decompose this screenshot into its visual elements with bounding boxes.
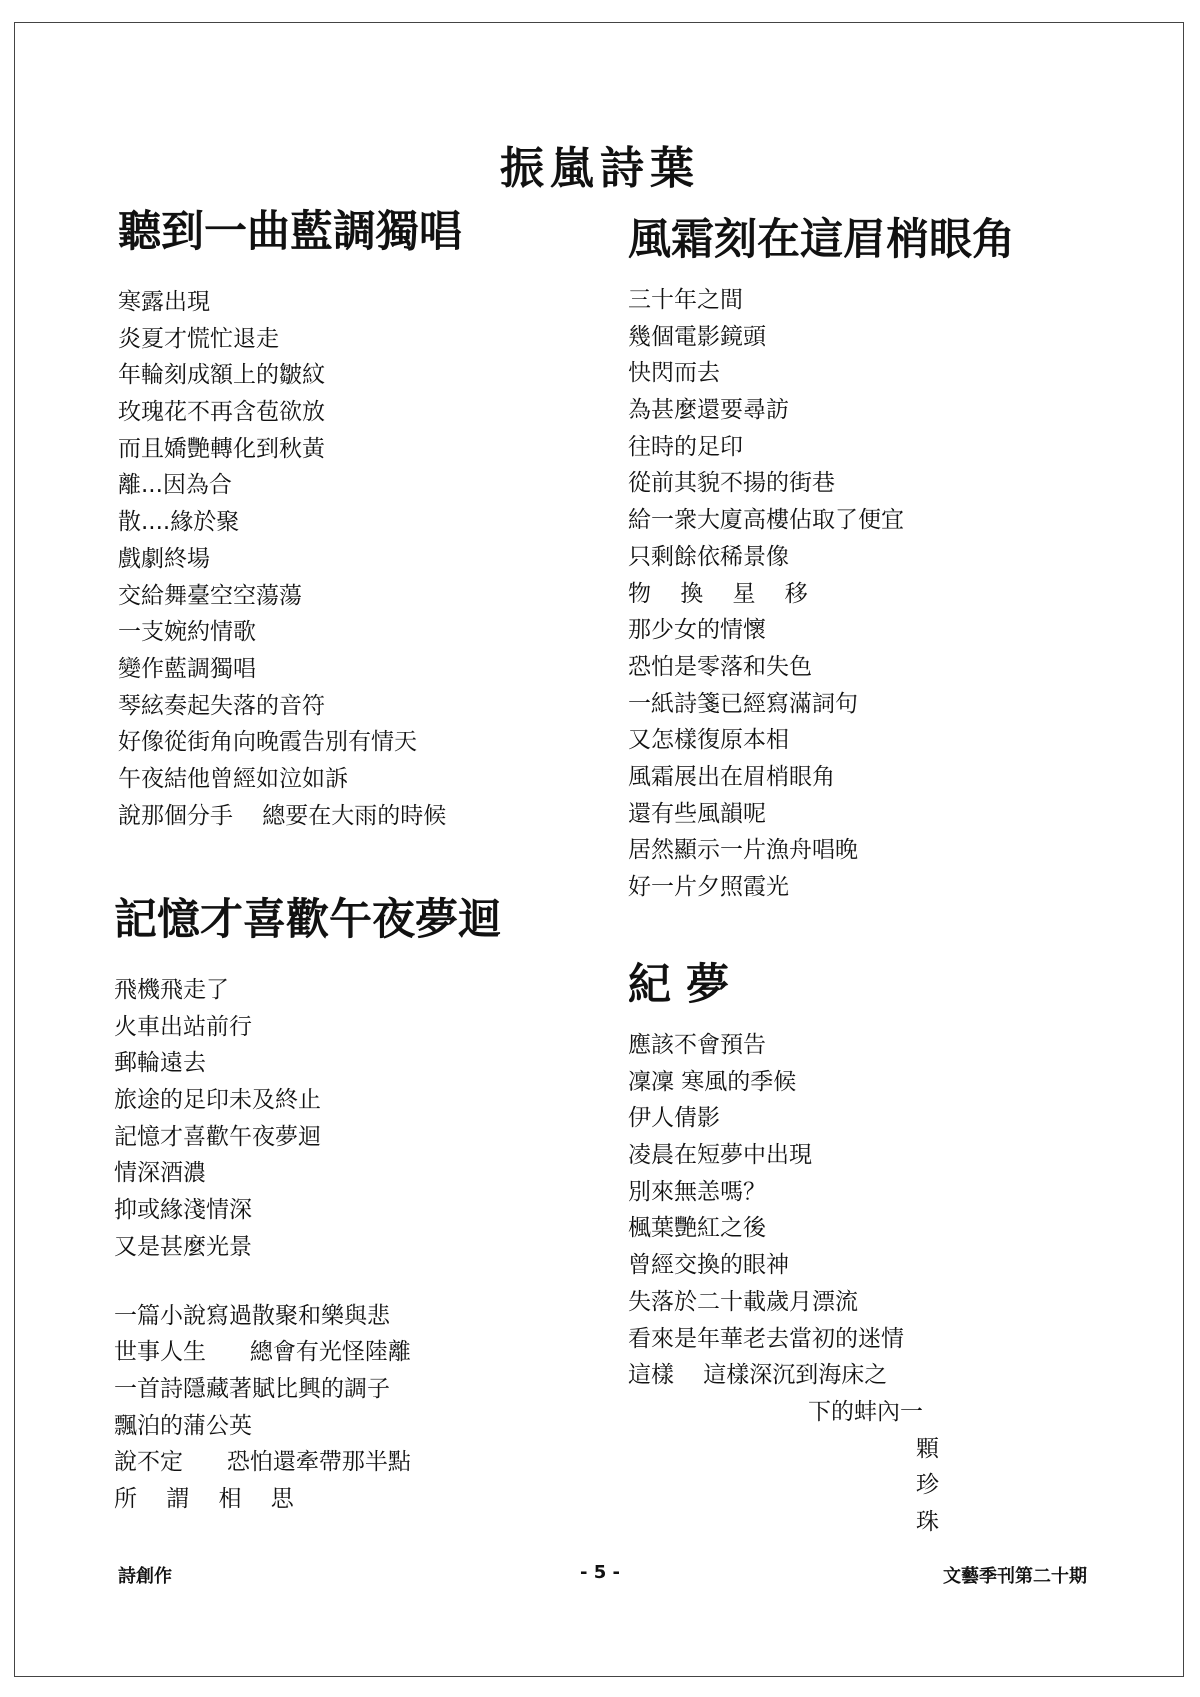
poem-line: 這樣 這樣深沉到海床之 [628, 1362, 888, 1389]
poem-line: 居然顯示一片漁舟唱晚 [628, 837, 858, 864]
poem-line: 好一片夕照霞光 [628, 874, 789, 900]
poem-line: 為甚麼還要尋訪 [628, 397, 789, 424]
poem-line: 琴絃奏起失落的音符 [118, 692, 325, 719]
poem-line: 別來無恙嗎？ [628, 1178, 766, 1205]
poem-title: 聽到一曲藍調獨唱 [118, 207, 462, 257]
poem-line: 變作藍調獨唱 [118, 655, 256, 682]
poem-line: 給一衆大廈高樓佔取了便宜 [628, 507, 904, 534]
poem-line: 炎夏才慌忙退走 [118, 325, 279, 352]
poem-line: 一首詩隱藏著賦比興的調子 [114, 1375, 390, 1402]
poem-lines [628, 1027, 1108, 1541]
poem-line-indented: 顆 [916, 1435, 939, 1462]
poem-title: 風霜刻在這眉梢眼角 [628, 215, 1015, 265]
poem-title: 記憶才喜歡午夜夢迴 [114, 895, 501, 945]
poem-line-indented: 珍 [916, 1472, 939, 1499]
poem-line: 離...因為合 [118, 472, 232, 499]
poem-line: 交給舞臺空空蕩蕩 [118, 582, 302, 609]
poem-line: 而且嬌艷轉化到秋黃 [118, 435, 325, 462]
poem-line: 快閃而去 [628, 360, 720, 387]
poem-line: 幾個電影鏡頭 [628, 323, 766, 350]
poem-line: 看來是年華老去當初的迷情 [628, 1325, 904, 1352]
poem-line: 午夜結他曾經如泣如訴 [118, 765, 348, 792]
poem-line: 只剩餘依稀景像 [628, 543, 789, 570]
poem-line: 年輪刻成額上的皺紋 [118, 362, 325, 389]
poem-line: 旅途的足印未及終止 [114, 1087, 321, 1114]
poem-line: 還有些風韻呢 [628, 800, 766, 827]
poem-line: 應該不會預告 [628, 1032, 766, 1058]
poem-line: 楓葉艷紅之後 [628, 1215, 766, 1242]
poem-line: 風霜展出在眉梢眼角 [628, 763, 835, 790]
poem-line: 恐怕是零落和失色 [628, 653, 812, 680]
poem-line: 凜凜 寒風的季候 [628, 1068, 797, 1095]
poem-line: 一篇小說寫過散聚和樂與悲 [114, 1302, 390, 1329]
poem-blues-solo [118, 202, 588, 834]
poem-line: 郵輪遠去 [114, 1050, 206, 1077]
poem-line: 散....緣於聚 [118, 509, 240, 536]
poem-line: 那少女的情懷 [628, 617, 766, 644]
poem-lines [118, 284, 588, 834]
poem-line: 失落於二十載歲月漂流 [628, 1288, 858, 1315]
poem-lines [628, 282, 1108, 906]
poem-line: 火車出站前行 [114, 1013, 252, 1040]
poem-line: 玫瑰花不再含苞欲放 [118, 399, 325, 426]
poem-line: 伊人倩影 [628, 1105, 720, 1132]
poem-line: 凌晨在短夢中出現 [628, 1142, 812, 1169]
poem-line: 寒露出現 [118, 289, 210, 315]
poem-line: 世事人生 總會有光怪陸離 [114, 1339, 411, 1366]
publication-issue: 文藝季刊第二十期 [943, 1566, 1087, 1587]
poem-line: 飛機飛走了 [114, 977, 229, 1003]
poem-line: 說那個分手 總要在大雨的時候 [118, 802, 447, 829]
poem-title: 紀 夢 [628, 960, 729, 1010]
stanza-gap [114, 1266, 584, 1298]
poem-line: 好像從街角向晚霞告別有情天 [118, 729, 417, 756]
poem-lines [114, 972, 584, 1518]
poem-line: 又是甚麼光景 [114, 1233, 252, 1260]
poem-frost-brows [628, 210, 1108, 906]
poem-dream-record [628, 955, 1108, 1541]
poem-line-indented: 下的蚌內一 [808, 1398, 923, 1425]
poem-line: 從前其貌不揚的街巷 [628, 470, 835, 497]
poem-midnight-dream [114, 890, 584, 1518]
poem-line: 說不定 恐怕還牽帶那半點 [114, 1449, 411, 1476]
page-number: - 5 - [580, 1562, 620, 1583]
poem-line: 抑或緣淺情深 [114, 1197, 252, 1224]
poem-line-indented: 珠 [916, 1508, 939, 1535]
poem-line: 又怎樣復原本相 [628, 727, 789, 754]
poem-line: 曾經交換的眼神 [628, 1252, 789, 1279]
poem-line: 物 換 星 移 [628, 580, 808, 607]
poem-line: 往時的足印 [628, 433, 743, 460]
poem-line: 所 謂 相 思 [114, 1485, 294, 1512]
page-title: 振嵐詩葉 [500, 143, 700, 194]
poem-line: 記憶才喜歡午夜夢迴 [114, 1123, 321, 1150]
poem-line: 一紙詩箋已經寫滿詞句 [628, 690, 858, 717]
poem-line: 情深酒濃 [114, 1160, 206, 1187]
poem-line: 戲劇終場 [118, 545, 210, 572]
poem-line: 飄泊的蒲公英 [114, 1412, 252, 1439]
poem-line: 一支婉約情歌 [118, 619, 256, 646]
footer-section-label: 詩創作 [118, 1566, 172, 1587]
poem-line: 三十年之間 [628, 287, 743, 313]
